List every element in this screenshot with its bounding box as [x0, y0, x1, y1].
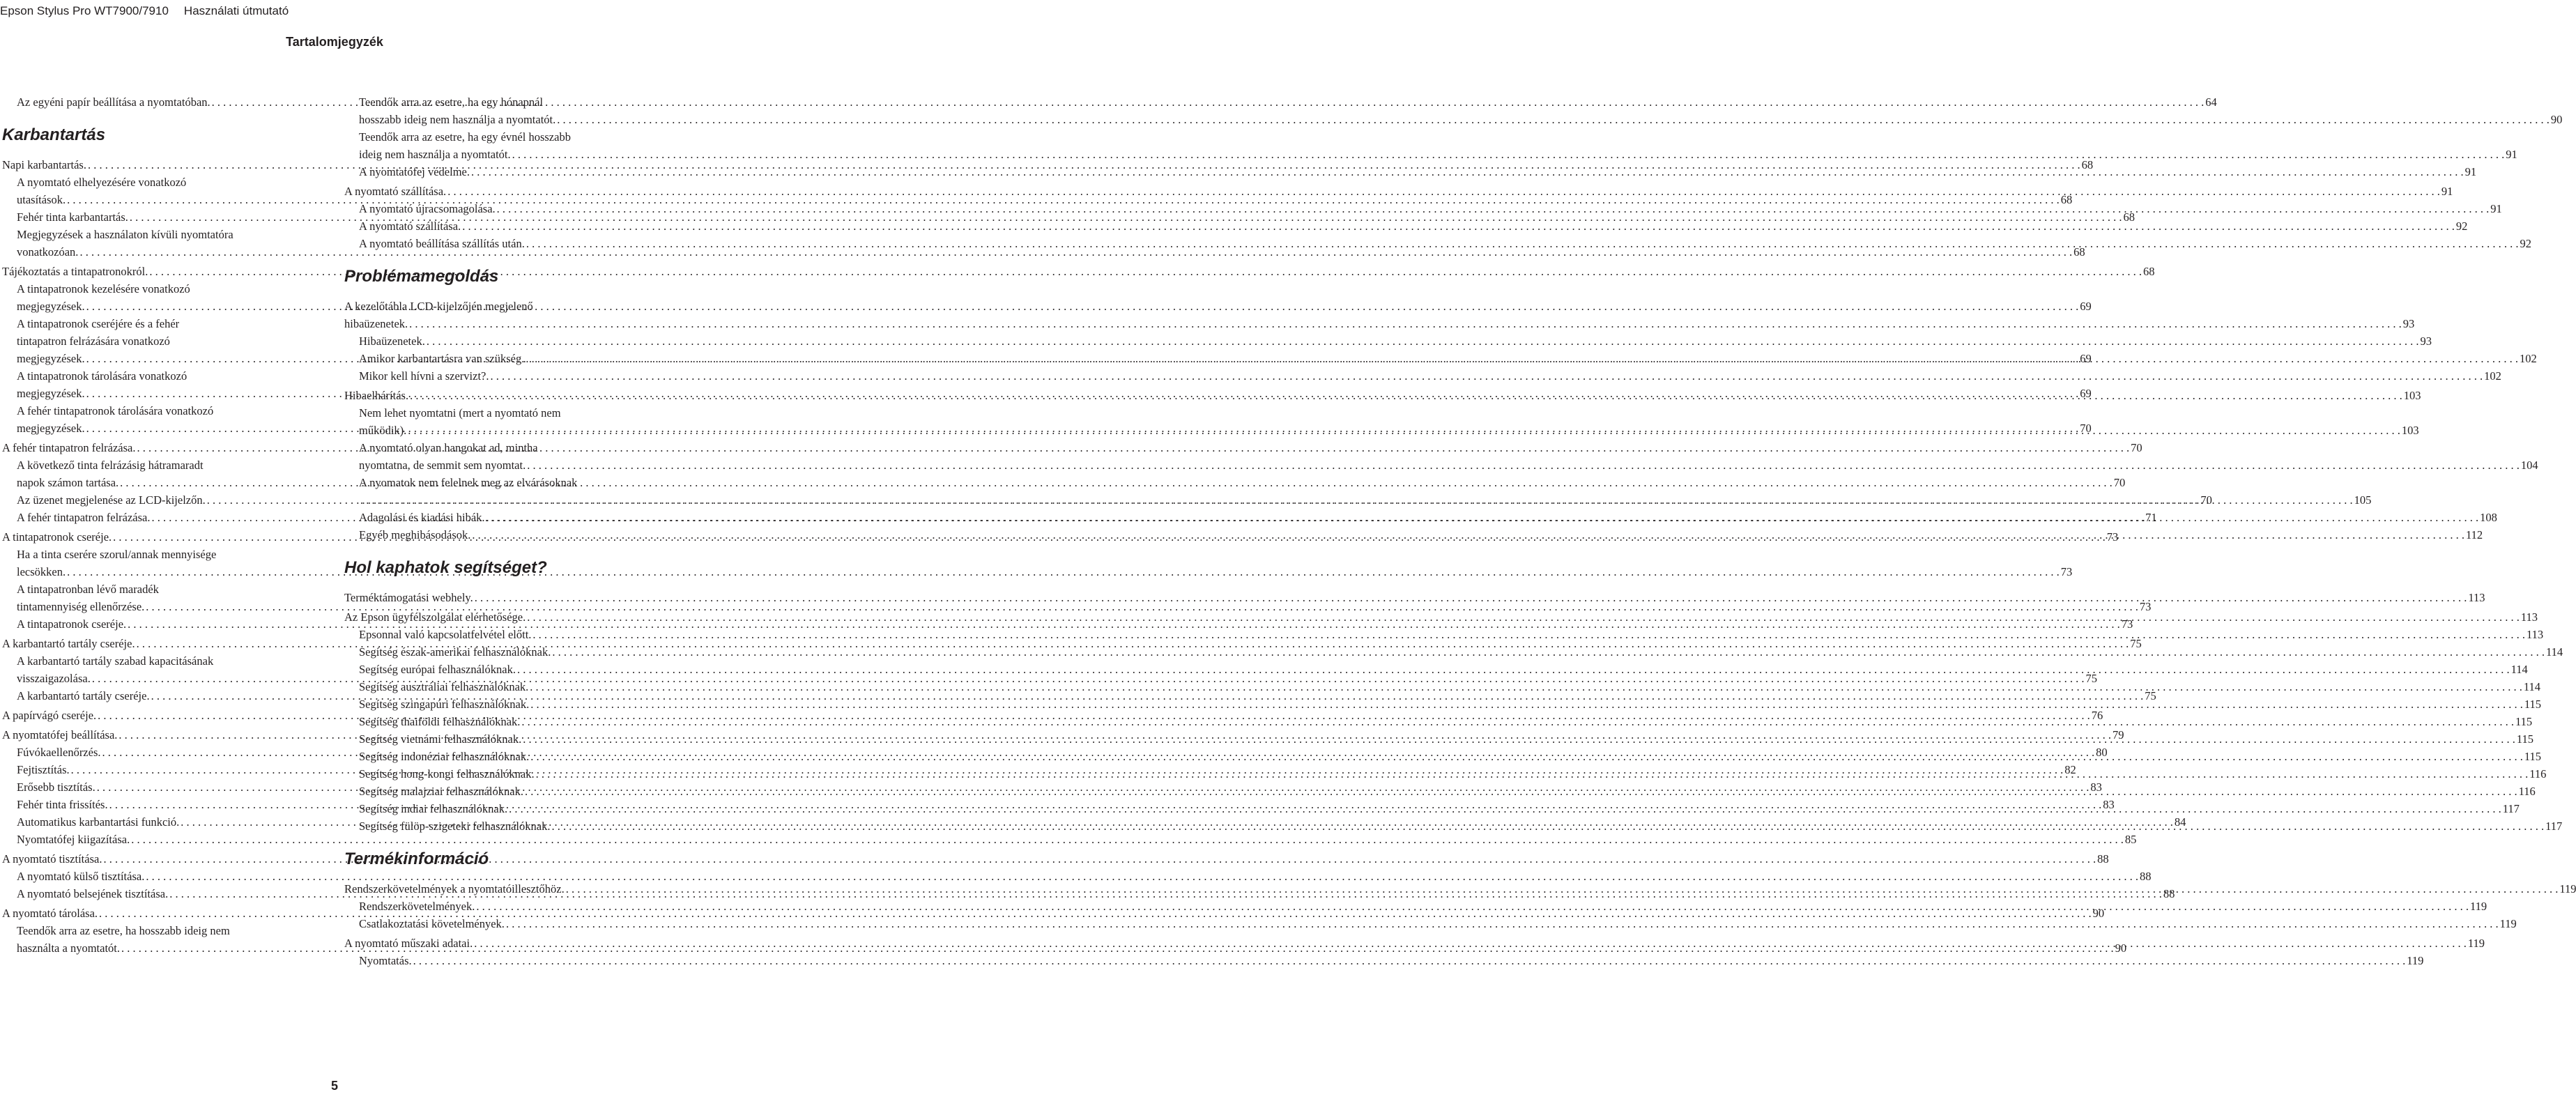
toc-entry-text: A nyomtató elhelyezésére vonatkozó	[17, 176, 187, 189]
toc-page-number: 88	[2097, 852, 2109, 866]
section-heading: Tartalomjegyzék	[286, 35, 383, 49]
toc-entry-text: A tintapatronok cseréje.	[17, 617, 127, 631]
dot-leader	[408, 387, 2404, 404]
toc-page-number: 115	[2516, 732, 2533, 746]
toc-page-number: 115	[2524, 750, 2541, 763]
toc-entry-text: A nyomtató belsejének tisztítása.	[17, 887, 169, 900]
toc-entry[interactable]	[2, 831, 2137, 848]
toc-page-number: 119	[2467, 937, 2485, 950]
toc-entry-text: A fehér tintapatronok tárolására vonatkozó	[17, 404, 214, 417]
toc-page-number: 119	[2559, 882, 2576, 895]
toc-page-number: 68	[2081, 158, 2094, 171]
toc-entry-text: A következő tinta felrázásig hátramaradt	[17, 459, 204, 472]
toc-entry-text: A nyomtató külső tisztítása.	[17, 870, 145, 883]
toc-entry-text: megjegyzések.	[17, 300, 85, 313]
toc-entry-text: A nyomtató szállítása.	[344, 185, 447, 198]
toc-page-number: 69	[2080, 387, 2092, 400]
toc-entry-text: Segítség fülöp-szigeteki felhasználóknak.	[359, 820, 551, 833]
toc-page-number: 90	[2115, 941, 2127, 955]
dot-leader	[521, 730, 2517, 748]
toc-entry-text: Teendők arra az esetre, ha egy évnél hosszabb	[359, 130, 571, 144]
toc-entry-text: visszaigazolása.	[17, 672, 91, 685]
toc-entry-text: Az üzenet megjelenése az LCD-kijelzőn.	[17, 493, 206, 507]
toc-page-number: 73	[2139, 600, 2152, 613]
toc-page-number: 91	[2464, 165, 2477, 178]
toc-page-number: 116	[2518, 785, 2536, 798]
dot-leader	[470, 526, 2466, 544]
toc-page-number: 115	[2515, 715, 2533, 728]
toc-page-number: 73	[2060, 565, 2073, 578]
dot-leader	[528, 678, 2524, 695]
toc-entry-text: vonatkozóan.	[17, 245, 79, 259]
product-name: Epson Stylus Pro WT7900/7910	[0, 4, 169, 17]
toc-page-number: 119	[2499, 917, 2517, 930]
toc-page-number: 113	[2527, 628, 2544, 641]
toc-page-number: 93	[2402, 317, 2415, 330]
toc-page-number: 68	[2073, 245, 2085, 259]
toc-section-title: Problémamegoldás	[344, 267, 499, 286]
toc-entry-text: Az Epson ügyfélszolgálat elérhetősége.	[344, 610, 526, 624]
toc-entry-text: Segítség indonéziai felhasználóknak.	[359, 750, 530, 763]
toc-entry-text: A nyomtató szállítása.	[359, 220, 461, 233]
toc-page-number: 105	[2354, 493, 2372, 507]
toc-entry-text: Segítség európai felhasználóknak.	[359, 663, 516, 676]
toc-entry-text: Epsonnal való kapcsolatfelvétel előtt.	[359, 628, 532, 641]
toc-entry-text: Segítség indiai felhasználóknak.	[359, 802, 508, 815]
toc-entry-text: Erősebb tisztítás.	[17, 780, 95, 794]
toc-entry-text: Rendszerkövetelmények a nyomtatóillesztőhöz.	[344, 882, 565, 895]
toc-entry-text: Segítség hong-kongi felhasználóknak.	[359, 767, 535, 780]
toc-page-number: 108	[2480, 511, 2497, 524]
toc-page-number: 113	[2520, 610, 2538, 624]
toc-entry-text: A nyomtatófej védelme.	[359, 165, 470, 178]
toc-entry-text: Tájékoztatás a tintapatronokról.	[2, 265, 148, 278]
dot-leader	[406, 422, 2402, 439]
dot-leader	[529, 748, 2524, 765]
toc-page-number: 76	[2091, 709, 2103, 722]
toc-entry-text: A nyomtató újracsomagolása.	[359, 202, 496, 215]
dot-leader	[489, 367, 2485, 385]
toc-entry-text: megjegyzések.	[17, 352, 85, 365]
toc-entry-text: A tintapatronok tárolására vonatkozó	[17, 369, 187, 383]
dot-leader	[475, 898, 2470, 915]
toc-entry-text: A tintapatronban lévő maradék	[17, 583, 159, 596]
toc-page-number: 68	[2123, 210, 2136, 224]
toc-entry-text: Automatikus karbantartási funkció.	[17, 815, 180, 829]
dot-leader	[516, 661, 2511, 678]
toc-page-number: 92	[2520, 237, 2531, 250]
toc-entry-text: Segítség ausztráliai felhasználóknak.	[359, 680, 529, 693]
toc-page-number: 68	[2060, 193, 2073, 206]
toc-entry-text: Nyomtatás.	[359, 954, 412, 967]
toc-entry-text: nyomtatna, de semmit sem nyomtat.	[359, 459, 526, 472]
dot-leader	[526, 456, 2521, 474]
toc-entry-text: hosszabb ideig nem használja a nyomtatót.	[359, 113, 556, 126]
toc-entry-text: tintapatron felrázására vonatkozó	[17, 334, 170, 348]
toc-entry-text: Ha a tinta cserére szorul/annak mennyisége	[17, 548, 217, 561]
toc-page-number: 70	[2200, 493, 2212, 507]
toc-entry[interactable]	[344, 915, 2517, 932]
toc-entry-text: A nyomtatófej beállítása.	[2, 728, 118, 741]
toc-entry-text: Fehér tinta frissítés.	[17, 798, 108, 811]
toc-page-number: 75	[2085, 672, 2097, 685]
dot-leader	[473, 589, 2469, 606]
toc-page-number: 75	[2145, 689, 2156, 702]
toc-page-number: 73	[2106, 530, 2119, 544]
toc-entry-text: Nem lehet nyomtatni (mert a nyomtató nem	[359, 406, 561, 420]
toc-entry-text: Segítség vietnámi felhasználóknak.	[359, 732, 522, 746]
toc-page-number: 93	[2420, 334, 2432, 348]
dot-leader	[565, 880, 2560, 898]
dot-leader	[520, 713, 2515, 730]
toc-entry-text: lecsökken.	[17, 565, 66, 578]
toc-entry-text: Napi karbantartás.	[2, 158, 86, 171]
dot-leader	[526, 608, 2521, 626]
toc-entry-text: A tintapatronok cseréjére és a fehér	[17, 317, 180, 330]
dot-leader	[461, 217, 2456, 235]
toc-page-number: 70	[2113, 476, 2126, 489]
toc-page-number: 71	[2145, 511, 2157, 524]
toc-page-number: 88	[2163, 887, 2175, 900]
toc-entry-text: Segítség thaiföldi felhasználóknak.	[359, 715, 521, 728]
dot-leader	[555, 111, 2551, 128]
toc-entry-text: A nyomtató beállítása szállítás után.	[359, 237, 525, 250]
toc-entry-text: Amikor karbantartásra van szükség.	[359, 352, 525, 365]
toc-page-number: 103	[2401, 424, 2419, 437]
toc-section-title: Hol kaphatok segítséget?	[344, 558, 547, 577]
toc-entry-text: Csatlakoztatási követelmények.	[359, 917, 505, 930]
document-name: Használati útmutató	[183, 4, 289, 17]
toc-entry-text: megjegyzések.	[17, 422, 85, 435]
toc-entry-text: Egyéb meghibásodások.	[359, 528, 471, 541]
toc-page-number: 91	[2441, 185, 2453, 198]
toc-entry-text: A nyomtató olyan hangokat ad, mintha	[359, 441, 538, 454]
dot-leader	[473, 935, 2468, 952]
dot-leader	[507, 800, 2503, 817]
toc-entry-text: Fejtisztítás.	[17, 763, 70, 776]
page-number: 5	[330, 1079, 338, 1093]
dot-leader	[359, 491, 2354, 509]
toc-page-number: 90	[2550, 113, 2563, 126]
toc-entry-text: Mikor kell hívni a szervizt?.	[359, 369, 489, 383]
toc-page-number: 90	[2092, 907, 2105, 920]
toc-page-number: 84	[2174, 815, 2186, 829]
toc-entry[interactable]	[344, 661, 2528, 678]
toc-entry-text: A nyomatok nem felelnek meg az elvárásoknak	[359, 476, 578, 489]
toc-entry[interactable]	[2, 868, 2152, 885]
toc-page-number: 83	[2103, 798, 2115, 811]
toc-entry-text: Fúvókaellenőrzés.	[17, 746, 101, 759]
toc-page-number: 82	[2064, 763, 2076, 776]
dot-leader	[511, 146, 2506, 163]
toc-page-number: 83	[2090, 780, 2102, 794]
toc-page-number: 114	[2510, 663, 2528, 676]
dot-leader	[496, 200, 2491, 217]
toc-page-number: 68	[2143, 265, 2155, 278]
toc-entry-text: Segítség szingapúri felhasználóknak.	[359, 698, 530, 711]
dot-leader	[550, 817, 2545, 835]
toc-page-number: 88	[2139, 870, 2152, 883]
toc-entry-text: működik).	[359, 424, 407, 437]
toc-page-number: 117	[2545, 820, 2563, 833]
toc-entry-text: ideig nem használja a nyomtatót.	[359, 148, 511, 161]
toc-page-number: 104	[2520, 459, 2538, 472]
toc-page-number: 75	[2130, 637, 2142, 650]
toc-entry-text: A karbantartó tartály cseréje.	[17, 689, 150, 702]
toc-entry-text: A nyomtató műszaki adatai.	[344, 937, 473, 950]
toc-entry[interactable]	[344, 367, 2501, 385]
toc-entry-text: A nyomtató tárolása.	[2, 907, 98, 920]
toc-entry[interactable]	[344, 589, 2485, 606]
toc-section-title: Karbantartás	[2, 125, 106, 144]
toc-page-number: 119	[2469, 900, 2487, 913]
dot-leader	[412, 952, 2407, 969]
running-header	[0, 4, 304, 21]
dot-leader	[446, 183, 2441, 200]
toc-entry-text: Teendők arra az esetre, ha egy hónapnál	[359, 95, 544, 109]
toc-page-number: 92	[2455, 220, 2468, 233]
toc-page-number: 112	[2466, 528, 2483, 541]
dot-leader	[531, 626, 2527, 643]
toc-entry-text: Segítség malajziai felhasználóknak.	[359, 785, 523, 798]
toc-page-number: 102	[2484, 369, 2501, 383]
toc-entry-text: Nyomtatófej kiigazítása.	[17, 833, 130, 846]
toc-entry-text: A kezelőtábla LCD-kijelzőjén megjelenő	[344, 300, 533, 313]
toc-page-number: 69	[2080, 352, 2092, 365]
dot-leader	[524, 350, 2520, 367]
toc-entry-text: Adagolási és kiadási hibák.	[359, 511, 485, 524]
toc-entry-text: utasítások.	[17, 193, 66, 206]
toc-entry-text: Hibaüzenetek.	[359, 334, 425, 348]
toc-entry-text: Rendszerkövetelmények.	[359, 900, 475, 913]
toc-entry-text: Terméktámogatási webhely.	[344, 591, 473, 604]
toc-entry[interactable]	[344, 128, 2517, 163]
toc-page-number: 113	[2468, 591, 2485, 604]
toc-entry-text: A fehér tintapatron felrázása.	[17, 511, 151, 524]
toc-entry-text: A nyomtató tisztítása.	[2, 852, 102, 866]
toc-page-number: 117	[2502, 802, 2520, 815]
toc-entry-text: Fehér tinta karbantartás.	[17, 210, 128, 224]
toc-section-title: Termékinformáció	[344, 849, 489, 868]
toc-entry-text: Teendők arra az esetre, ha hosszabb ideig nem	[17, 924, 230, 937]
toc-entry-text: A papírvágó cseréje.	[2, 709, 97, 722]
toc-page-number: 91	[2490, 202, 2502, 215]
toc-page-number: 73	[2121, 617, 2133, 631]
toc-page-number: 114	[2545, 645, 2563, 659]
toc-page-number: 64	[2205, 95, 2217, 109]
dot-leader	[485, 509, 2481, 526]
toc-entry-text: megjegyzések.	[17, 387, 85, 400]
toc-entry-text: Hibaelhárítás.	[344, 389, 409, 402]
toc-entry[interactable]	[2, 491, 2212, 509]
toc-page-number: 80	[2096, 746, 2108, 759]
toc-page-number: 91	[2506, 148, 2517, 161]
dot-leader	[505, 915, 2500, 932]
toc-entry-text: A tintapatronok cseréje.	[2, 530, 112, 544]
dot-leader	[408, 315, 2403, 332]
toc-page-number: 79	[2113, 728, 2124, 741]
dot-leader	[425, 332, 2421, 350]
dot-leader	[470, 163, 2465, 180]
dot-leader	[523, 783, 2519, 800]
toc-entry-text: napok számon tartása.	[17, 476, 119, 489]
toc-page-number: 115	[2524, 698, 2541, 711]
toc-page-number: 103	[2403, 389, 2421, 402]
toc-entry[interactable]	[344, 626, 2544, 643]
toc-page-number: 102	[2519, 352, 2537, 365]
toc-entry-text: hibaüzenetek.	[344, 317, 408, 330]
toc-entry-text: Az egyéni papír beállítása a nyomtatóban.	[17, 95, 210, 109]
toc-page-number: 114	[2523, 680, 2541, 693]
toc-page-number: 70	[2080, 422, 2092, 435]
toc-entry-text: tintamennyiség ellenőrzése.	[17, 600, 145, 613]
toc-entry-text: A karbantartó tartály szabad kapacitásának	[17, 654, 214, 668]
toc-page-number: 119	[2407, 954, 2424, 967]
dot-leader	[551, 643, 2546, 661]
toc-entry-text: használta a nyomtatót.	[17, 941, 120, 955]
dot-leader	[525, 235, 2520, 252]
dot-leader	[529, 695, 2524, 713]
toc-entry[interactable]	[344, 332, 2432, 350]
toc-page-number: 69	[2080, 300, 2092, 313]
toc-page-number: 116	[2529, 767, 2547, 780]
toc-entry-text: A tintapatronok kezelésére vonatkozó	[17, 282, 190, 295]
dot-leader	[535, 765, 2530, 783]
toc-entry-text: Megjegyzések a használaton kívüli nyomtatóra	[17, 228, 233, 241]
toc-entry-text: A karbantartó tartály cseréje.	[2, 637, 135, 650]
toc-entry-text: Segítség észak-amerikai felhasználóknak.	[359, 645, 551, 659]
toc-page-number: 85	[2124, 833, 2137, 846]
toc-entry-text: A fehér tintapatron felrázása.	[2, 441, 136, 454]
toc-entry[interactable]	[344, 952, 2424, 969]
toc-page-number: 70	[2131, 441, 2142, 454]
